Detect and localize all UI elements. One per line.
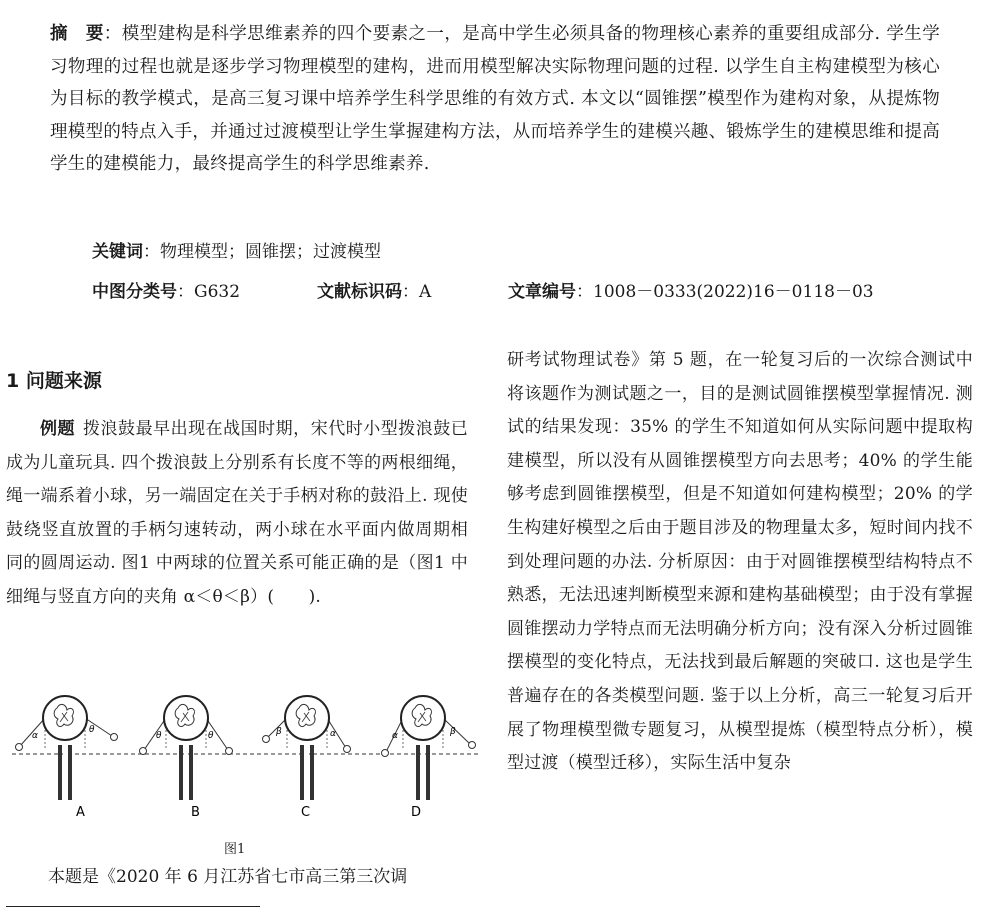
example-text: 拨浪鼓最早出现在战国时期，宋代时小型拨浪鼓已成为儿童玩具. 四个拨浪鼓上分别系有长度不等的两根细绳，绳一端系着小球，另一端固定在关于手柄对称的鼓沿上. 现使鼓绕竖直放置的手柄匀速转动，两小球在水平面内做周期相同的圆周运动. 图1 中两球的位置关系可能正确的是（图1 中细绳与竖直方向的夹角 α＜θ＜β）( ). [6, 419, 468, 607]
svg-text:β: β [276, 727, 282, 737]
clc-number: 中图分类号：G632 [92, 282, 241, 302]
drum-c [263, 696, 351, 800]
svg-text:β: β [450, 727, 456, 737]
figure-label-b: B [191, 805, 200, 820]
drum-a [16, 696, 118, 800]
abstract-text: 模型建构是科学思维素养的四个要素之一，是高中学生必须具备的物理核心素养的重要组成部分. 学生学习物理的过程也就是逐步学习物理模型的建构，进而用模型解决实际物理问题的过程. 以学生自主构建模型为核心为目标的教学模式，是高三复习课中培养学生科学思维的有效方式. 本文以“圆锥摆”模型作为建构对象，从提炼物理模型的特点入手，并通过过渡模型让学生掌握建构方法，从而培养学生的建模兴趣、锻炼学生的建模思维和提高学生的建模能力，最终提高学生的科学思维素养. [50, 24, 940, 175]
document-code: 文献标识码：A [317, 282, 432, 302]
svg-text:θ: θ [208, 731, 214, 741]
figure-label-d: D [411, 805, 422, 820]
figure-label-c: C [301, 805, 311, 820]
abstract: 摘 要：模型建构是科学思维素养的四个要素之一，是高中学生必须具备的物理核心素养的重要组成部分. 学生学习物理的过程也就是逐步学习物理模型的建构，进而用模型解决实际物理问题的过程. 以学生自主构建模型为核心为目标的教学模式，是高三复习课中培养学生科学思维的有效方式. 本文以“圆锥摆”模型作为建构对象，从提炼物理模型的特点入手，并通过过渡模型让学生掌握建构方法，从而培养学生的建模兴趣、锻炼学生的建模思维和提高学生的建模能力，最终提高学生的科学思维素养. [50, 24, 940, 175]
continuation-text: 本题是《2020 年 6 月江苏省七市高三第三次调 [48, 867, 408, 887]
footnote-rule [6, 906, 260, 907]
figure-caption: 图1 [224, 842, 246, 857]
keywords: 关键词：物理模型；圆锥摆；过渡模型 [92, 242, 381, 262]
svg-text:θ: θ [89, 725, 95, 735]
section-title: 1 问题来源 [6, 370, 102, 392]
example-paragraph [6, 413, 468, 615]
article-number: 文章编号：1008－0333(2022)16－0118－03 [508, 282, 874, 302]
right-column: 研考试物理试卷》第 5 题，在一轮复习后的一次综合测试中将该题作为测试题之一，目的是测试圆锥摆模型掌握情况. 测试的结果发现：35% 的学生不知道如何从实际问题中提取构建模型，所以没有从圆锥摆模型方向去思考；40% 的学生能够考虑到圆锥摆模型，但是不知道如何建构模型；20% 的学生构建好模型之后由于题目涉及的物理量太多，短时间内找不到处理问题的办法. 分析原因：由于对圆锥摆模型结构特点不熟悉，无法迅速判断模型来源和建构基础模型；由于没有掌握圆锥摆动力学特点而无法明确分析方向；没有深入分析过圆锥摆模型的变化特点，无法找到最后解题的突破口. 这也是学生普遍存在的各类模型问题. 鉴于以上分析，高三一轮复习后开展了物理模型微专题复习，从模型提炼（模型特点分析），模型过渡（模型迁移），实际生活中复杂 [507, 350, 973, 774]
left-column [6, 360, 468, 615]
example-label: 例题 [40, 419, 76, 439]
figure-1 [10, 690, 480, 830]
svg-text:θ: θ [156, 731, 162, 741]
keywords-text: 物理模型；圆锥摆；过渡模型 [160, 242, 381, 262]
svg-text:α: α [392, 731, 398, 741]
drum-d [382, 696, 476, 800]
figure-label-a: A [76, 805, 85, 820]
abstract-label: 摘 要 [50, 24, 104, 44]
svg-text:α: α [330, 729, 336, 739]
drum-b [140, 696, 233, 800]
keywords-label: 关键词 [92, 242, 143, 262]
svg-text:α: α [32, 731, 38, 741]
